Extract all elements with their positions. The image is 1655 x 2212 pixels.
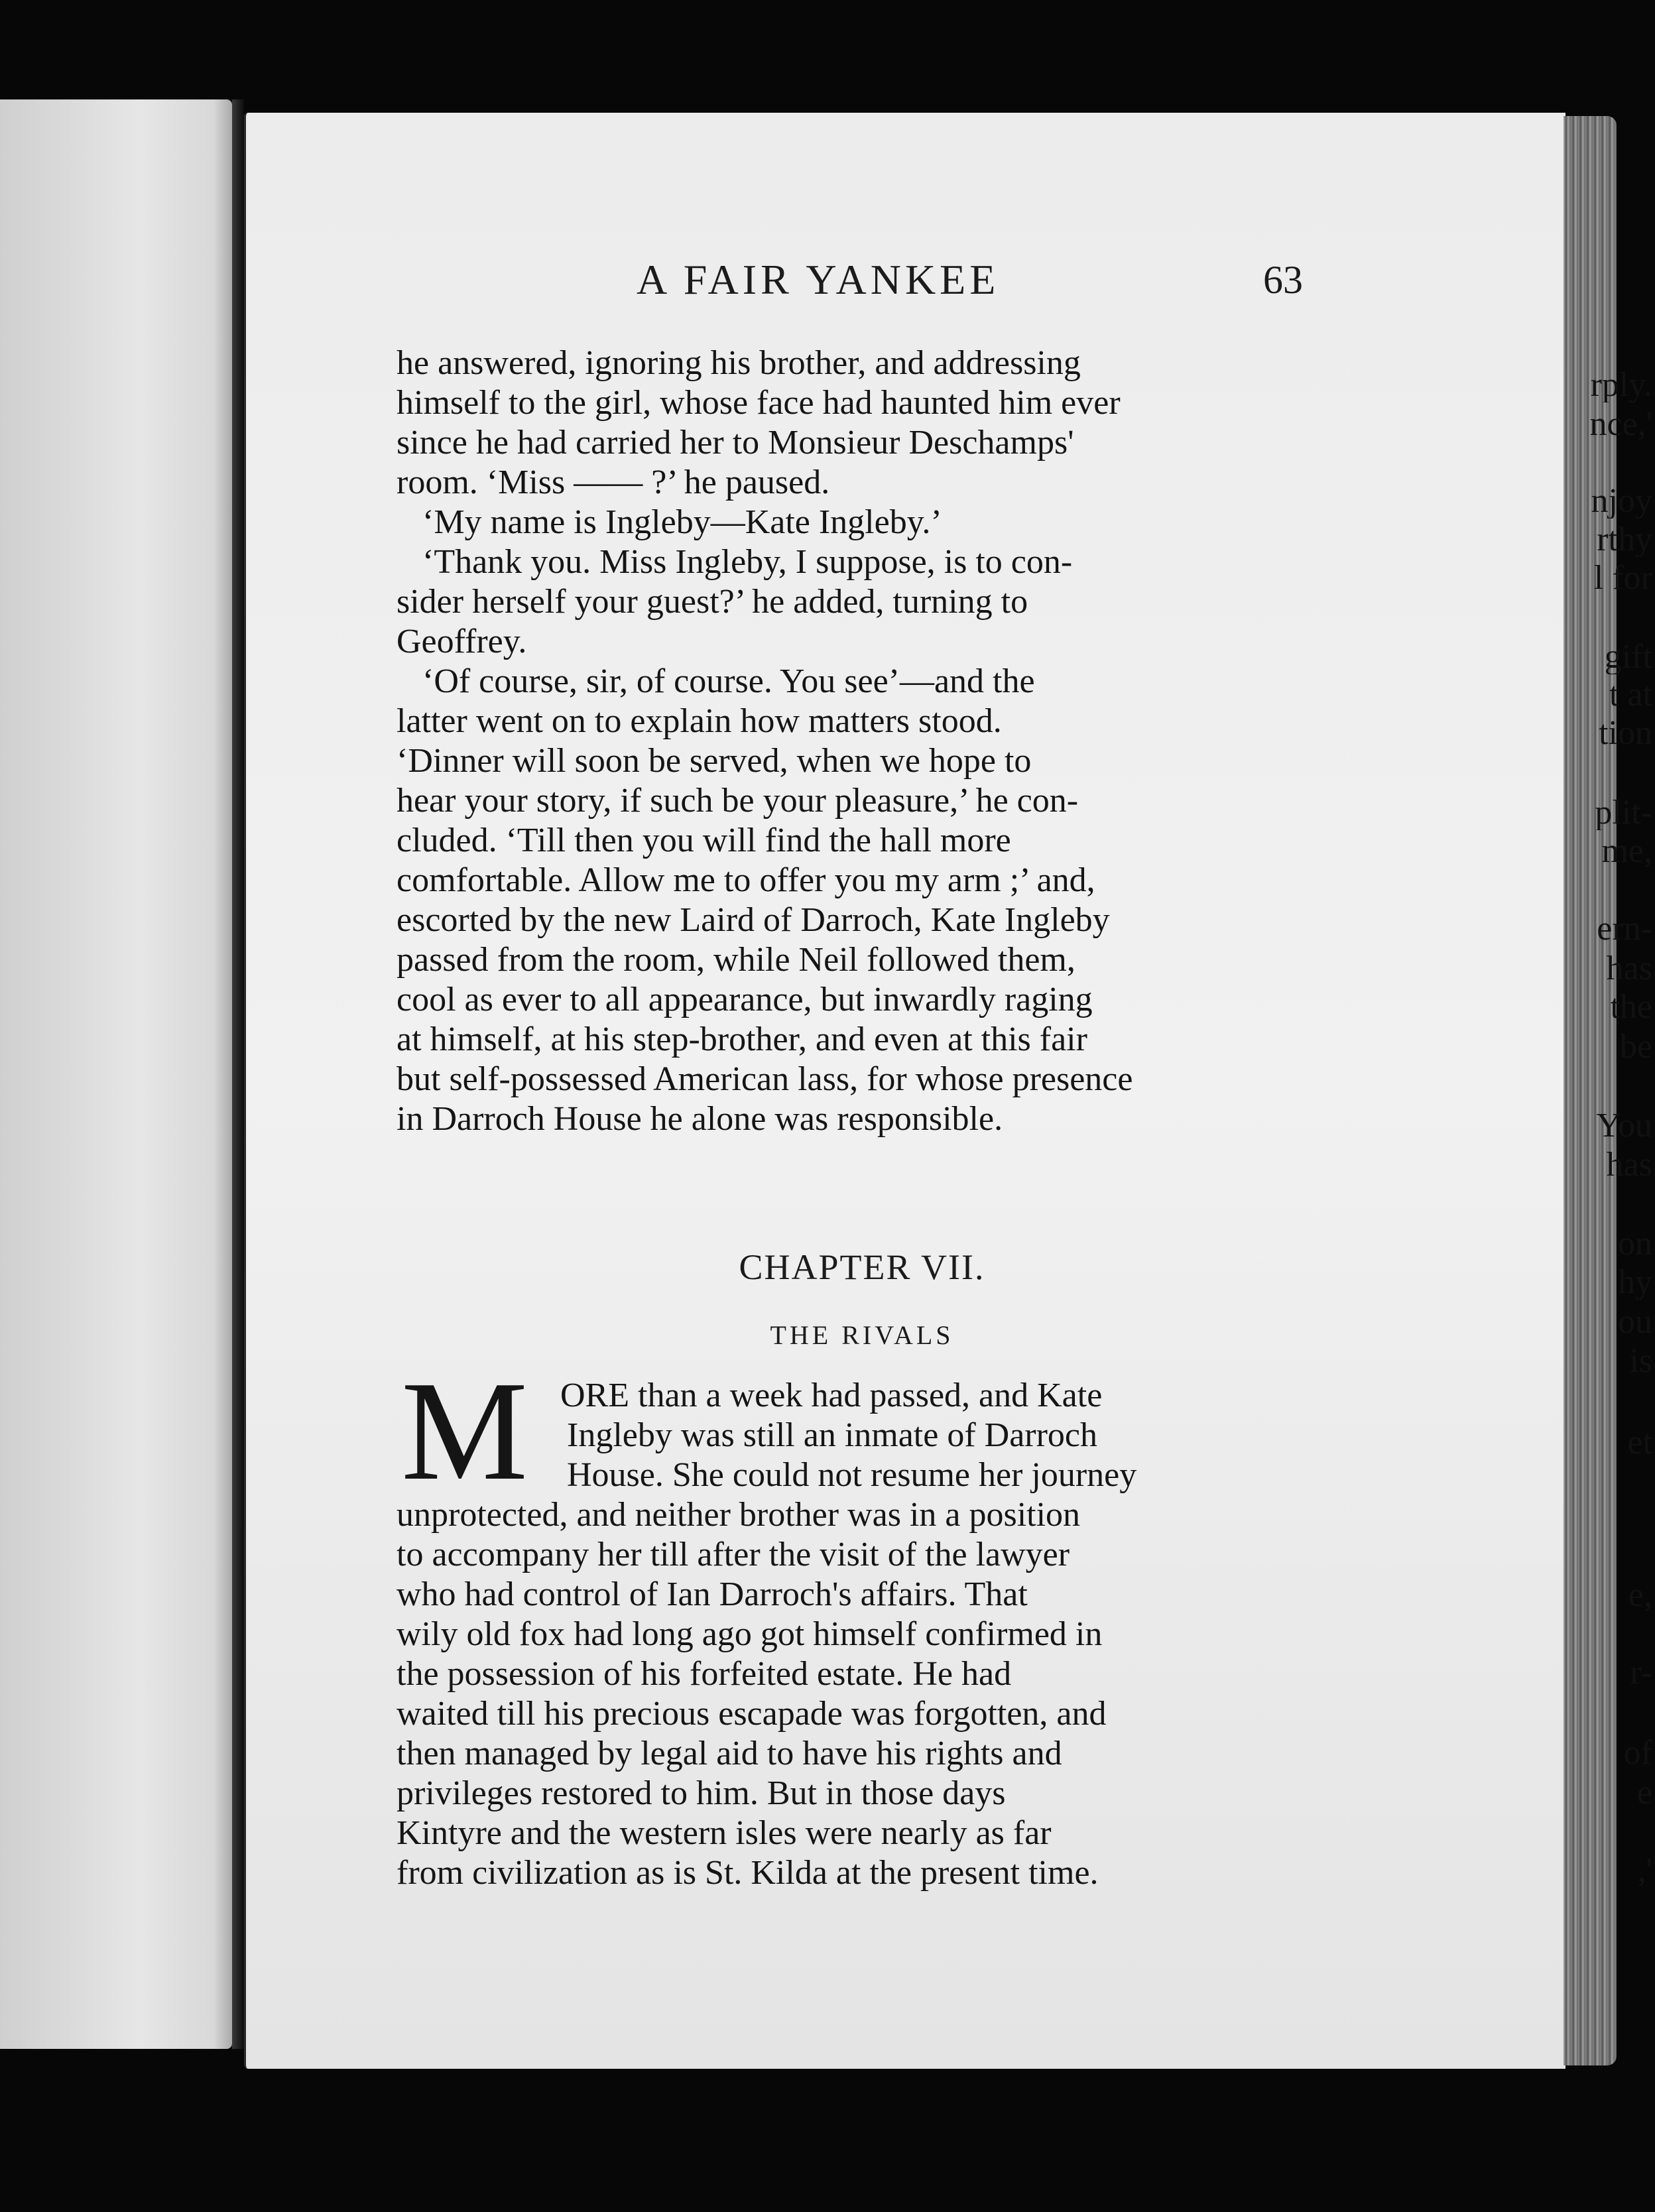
left-line: hy [1618, 1265, 1652, 1300]
text-line: wily old fox had long ago got himself confirmed in [397, 1615, 1103, 1653]
chapter-subtitle: THE RIVALS [770, 1320, 954, 1350]
text-line: privileges restored to him. But in those days [397, 1774, 1006, 1812]
text-line: himself to the girl, whose face had haunted him ever [397, 384, 1121, 422]
left-line: t at [1609, 678, 1652, 712]
text-line: at himself, at his step-brother, and even at this fair [397, 1020, 1087, 1058]
text-line: ‘Of course, sir, of course. You see’—and the [397, 662, 1035, 700]
text-line: ‘Thank you. Miss Ingleby, I suppose, is to con- [397, 543, 1073, 581]
left-line: nce,' [1589, 407, 1652, 442]
text-line: room. ‘Miss —— ?’ he paused. [397, 463, 830, 501]
text-line: who had control of Ian Darroch's affairs. That [397, 1575, 1028, 1613]
text-line: in Darroch House he alone was responsible. [397, 1100, 1003, 1138]
text-line: then managed by legal aid to have his rights and [397, 1735, 1062, 1772]
left-line: rthy [1597, 522, 1652, 557]
left-line: ,' [1637, 1853, 1652, 1888]
chapter-heading: CHAPTER VII. [739, 1247, 985, 1287]
text-line: to accompany her till after the visit of the lawyer [397, 1536, 1070, 1573]
left-line: tion [1599, 716, 1652, 751]
text-line: from civilization as is St. Kilda at the present time. [397, 1854, 1099, 1892]
text-line: hear your story, if such be your pleasure,’ he con- [397, 782, 1079, 820]
text-line: House. She could not resume her journey [567, 1456, 1137, 1494]
left-line: on [1618, 1227, 1652, 1261]
text-line: Ingleby was still an inmate of Darroch [567, 1416, 1097, 1454]
text-line: cool as ever to all appearance, but inwardly raging [397, 981, 1093, 1018]
left-line: rply. [1590, 368, 1652, 402]
left-line: of [1623, 1736, 1652, 1770]
drop-cap: M [401, 1351, 528, 1510]
left-line: et [1627, 1426, 1652, 1460]
page-number: 63 [1263, 258, 1303, 302]
text-line: since he had carried her to Monsieur Deschamps' [397, 424, 1074, 461]
left-line: You [1596, 1109, 1652, 1143]
left-line: me, [1601, 834, 1652, 869]
left-line: ern- [1597, 912, 1652, 946]
left-line: e [1636, 1776, 1652, 1810]
text-line: sider herself your guest?’ he added, turning to [397, 583, 1028, 621]
text-line: he answered, ignoring his brother, and addressing [397, 344, 1081, 382]
left-line: r- [1630, 1656, 1652, 1690]
text-line: the possession of his forfeited estate. He had [397, 1655, 1012, 1693]
text-line: Kintyre and the western isles were nearly as far [397, 1814, 1052, 1852]
text-line: latter went on to explain how matters stood. [397, 702, 1002, 740]
left-page [0, 99, 232, 2049]
left-line: the [1610, 990, 1652, 1024]
left-line: be [1619, 1030, 1652, 1064]
left-line: plit- [1595, 796, 1652, 830]
text-line: ‘My name is Ingleby—Kate Ingleby.’ [397, 503, 942, 541]
running-head: A FAIR YANKEE [637, 256, 1000, 303]
left-line: has [1606, 1148, 1652, 1182]
left-line: njoy [1591, 484, 1652, 519]
text-line: ‘Dinner will soon be served, when we hope to [397, 742, 1032, 780]
text-line: passed from the room, while Neil followed them, [397, 941, 1075, 979]
text-line: comfortable. Allow me to offer you my arm ;’ and, [397, 861, 1095, 899]
text-line: unprotected, and neither brother was in a position [397, 1496, 1081, 1534]
text-line: cluded. ‘Till then you will find the hall more [397, 822, 1011, 859]
text-line: but self-possessed American lass, for whose presence [397, 1060, 1133, 1098]
text-line: Geoffrey. [397, 623, 527, 660]
text-line: escorted by the new Laird of Darroch, Kate Ingleby [397, 901, 1110, 939]
left-line: is [1629, 1344, 1652, 1379]
left-line: gift [1604, 640, 1652, 674]
left-line: has [1606, 952, 1652, 986]
text-line: ORE than a week had passed, and Kate [560, 1377, 1103, 1414]
text-line: waited till his precious escapade was forgotten, and [397, 1695, 1107, 1733]
left-line: l for [1593, 561, 1652, 595]
book-gutter [232, 99, 244, 2049]
left-line: e, [1628, 1578, 1652, 1613]
left-line: ou [1618, 1305, 1652, 1339]
